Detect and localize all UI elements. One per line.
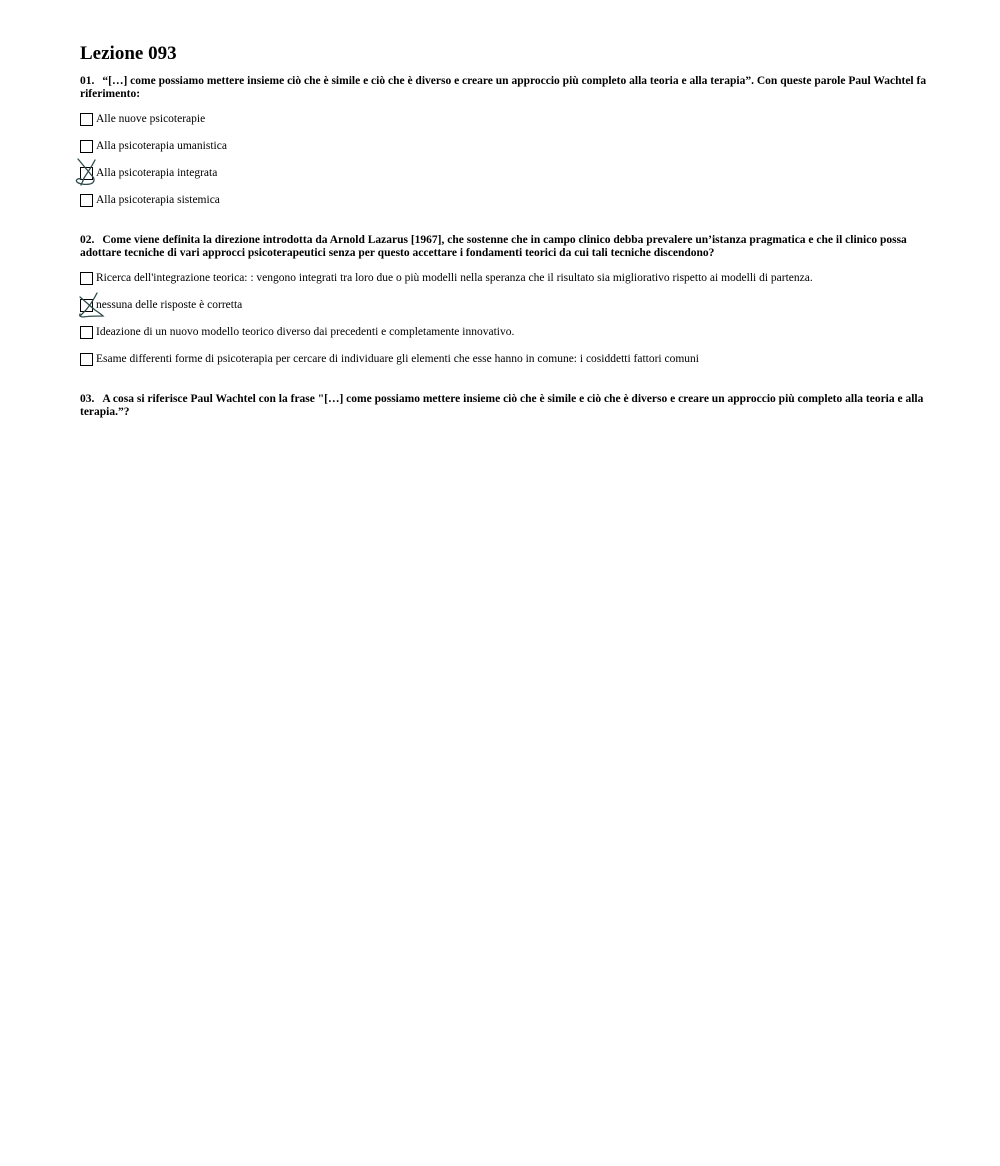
answer-label: Ricerca dell'integrazione teorica: : vengono integrati tra loro due o più modelli nella speranza che il risultato sia migliorativo rispetto ai modelli di partenza. bbox=[96, 272, 813, 284]
question-02 bbox=[80, 234, 930, 380]
checkbox[interactable] bbox=[80, 353, 93, 366]
answer-option[interactable] bbox=[80, 353, 930, 380]
answer-option[interactable] bbox=[80, 326, 930, 353]
checkbox-checked[interactable] bbox=[80, 167, 93, 180]
answer-option[interactable] bbox=[80, 167, 930, 194]
checkbox-checked[interactable] bbox=[80, 299, 93, 312]
lesson-title: Lezione 093 bbox=[80, 43, 177, 64]
document-page bbox=[80, 42, 930, 419]
question-body: “[…] come possiamo mettere insieme ciò che è simile e ciò che è diverso e creare un approccio più completo alla teoria e alla terapia”. Con queste parole Paul Wachtel fa riferimento: bbox=[80, 75, 927, 100]
answer-label: Alla psicoterapia umanistica bbox=[96, 140, 227, 152]
checkbox[interactable] bbox=[80, 326, 93, 339]
question-number: 01. bbox=[80, 75, 95, 87]
answer-option[interactable] bbox=[80, 140, 930, 167]
answer-option[interactable] bbox=[80, 194, 930, 221]
checkbox[interactable] bbox=[80, 194, 93, 207]
answer-option[interactable] bbox=[80, 299, 930, 326]
question-03 bbox=[80, 393, 930, 419]
spacer bbox=[80, 221, 930, 234]
question-number: 02. bbox=[80, 234, 95, 246]
answer-label: Esame differenti forme di psicoterapia per cercare di individuare gli elementi che esse hanno in comune: i cosiddetti fattori comuni bbox=[96, 353, 699, 365]
question-body: A cosa si riferisce Paul Wachtel con la frase "[…] come possiamo mettere insieme ciò che è simile e ciò che è diverso e creare un approccio più completo alla teoria e alla terapia.”? bbox=[80, 393, 924, 418]
answer-option[interactable] bbox=[80, 113, 930, 140]
answer-label: Alla psicoterapia integrata bbox=[96, 167, 218, 179]
answer-list bbox=[80, 113, 930, 221]
question-text bbox=[80, 75, 930, 101]
question-text bbox=[80, 393, 930, 419]
question-01 bbox=[80, 75, 930, 221]
answer-label: Alla psicoterapia sistemica bbox=[96, 194, 220, 206]
spacer bbox=[80, 380, 930, 393]
question-number: 03. bbox=[80, 393, 95, 405]
checkbox[interactable] bbox=[80, 140, 93, 153]
answer-label: Alle nuove psicoterapie bbox=[96, 113, 206, 125]
question-body: Come viene definita la direzione introdotta da Arnold Lazarus [1967], che sostenne che in campo clinico debba prevalere un’istanza pragmatica e che il clinico possa adottare tecniche di vari approcci psicoterapeutici senza per questo accettare i fondamenti teorici da cui tali tecniche discendono? bbox=[80, 234, 907, 259]
checkbox[interactable] bbox=[80, 113, 93, 126]
answer-option[interactable] bbox=[80, 272, 930, 299]
answer-label: nessuna delle risposte è corretta bbox=[96, 299, 243, 311]
question-text bbox=[80, 234, 930, 260]
answer-label: Ideazione di un nuovo modello teorico diverso dai precedenti e completamente innovativo. bbox=[96, 326, 515, 338]
answer-list bbox=[80, 272, 930, 380]
checkbox[interactable] bbox=[80, 272, 93, 285]
